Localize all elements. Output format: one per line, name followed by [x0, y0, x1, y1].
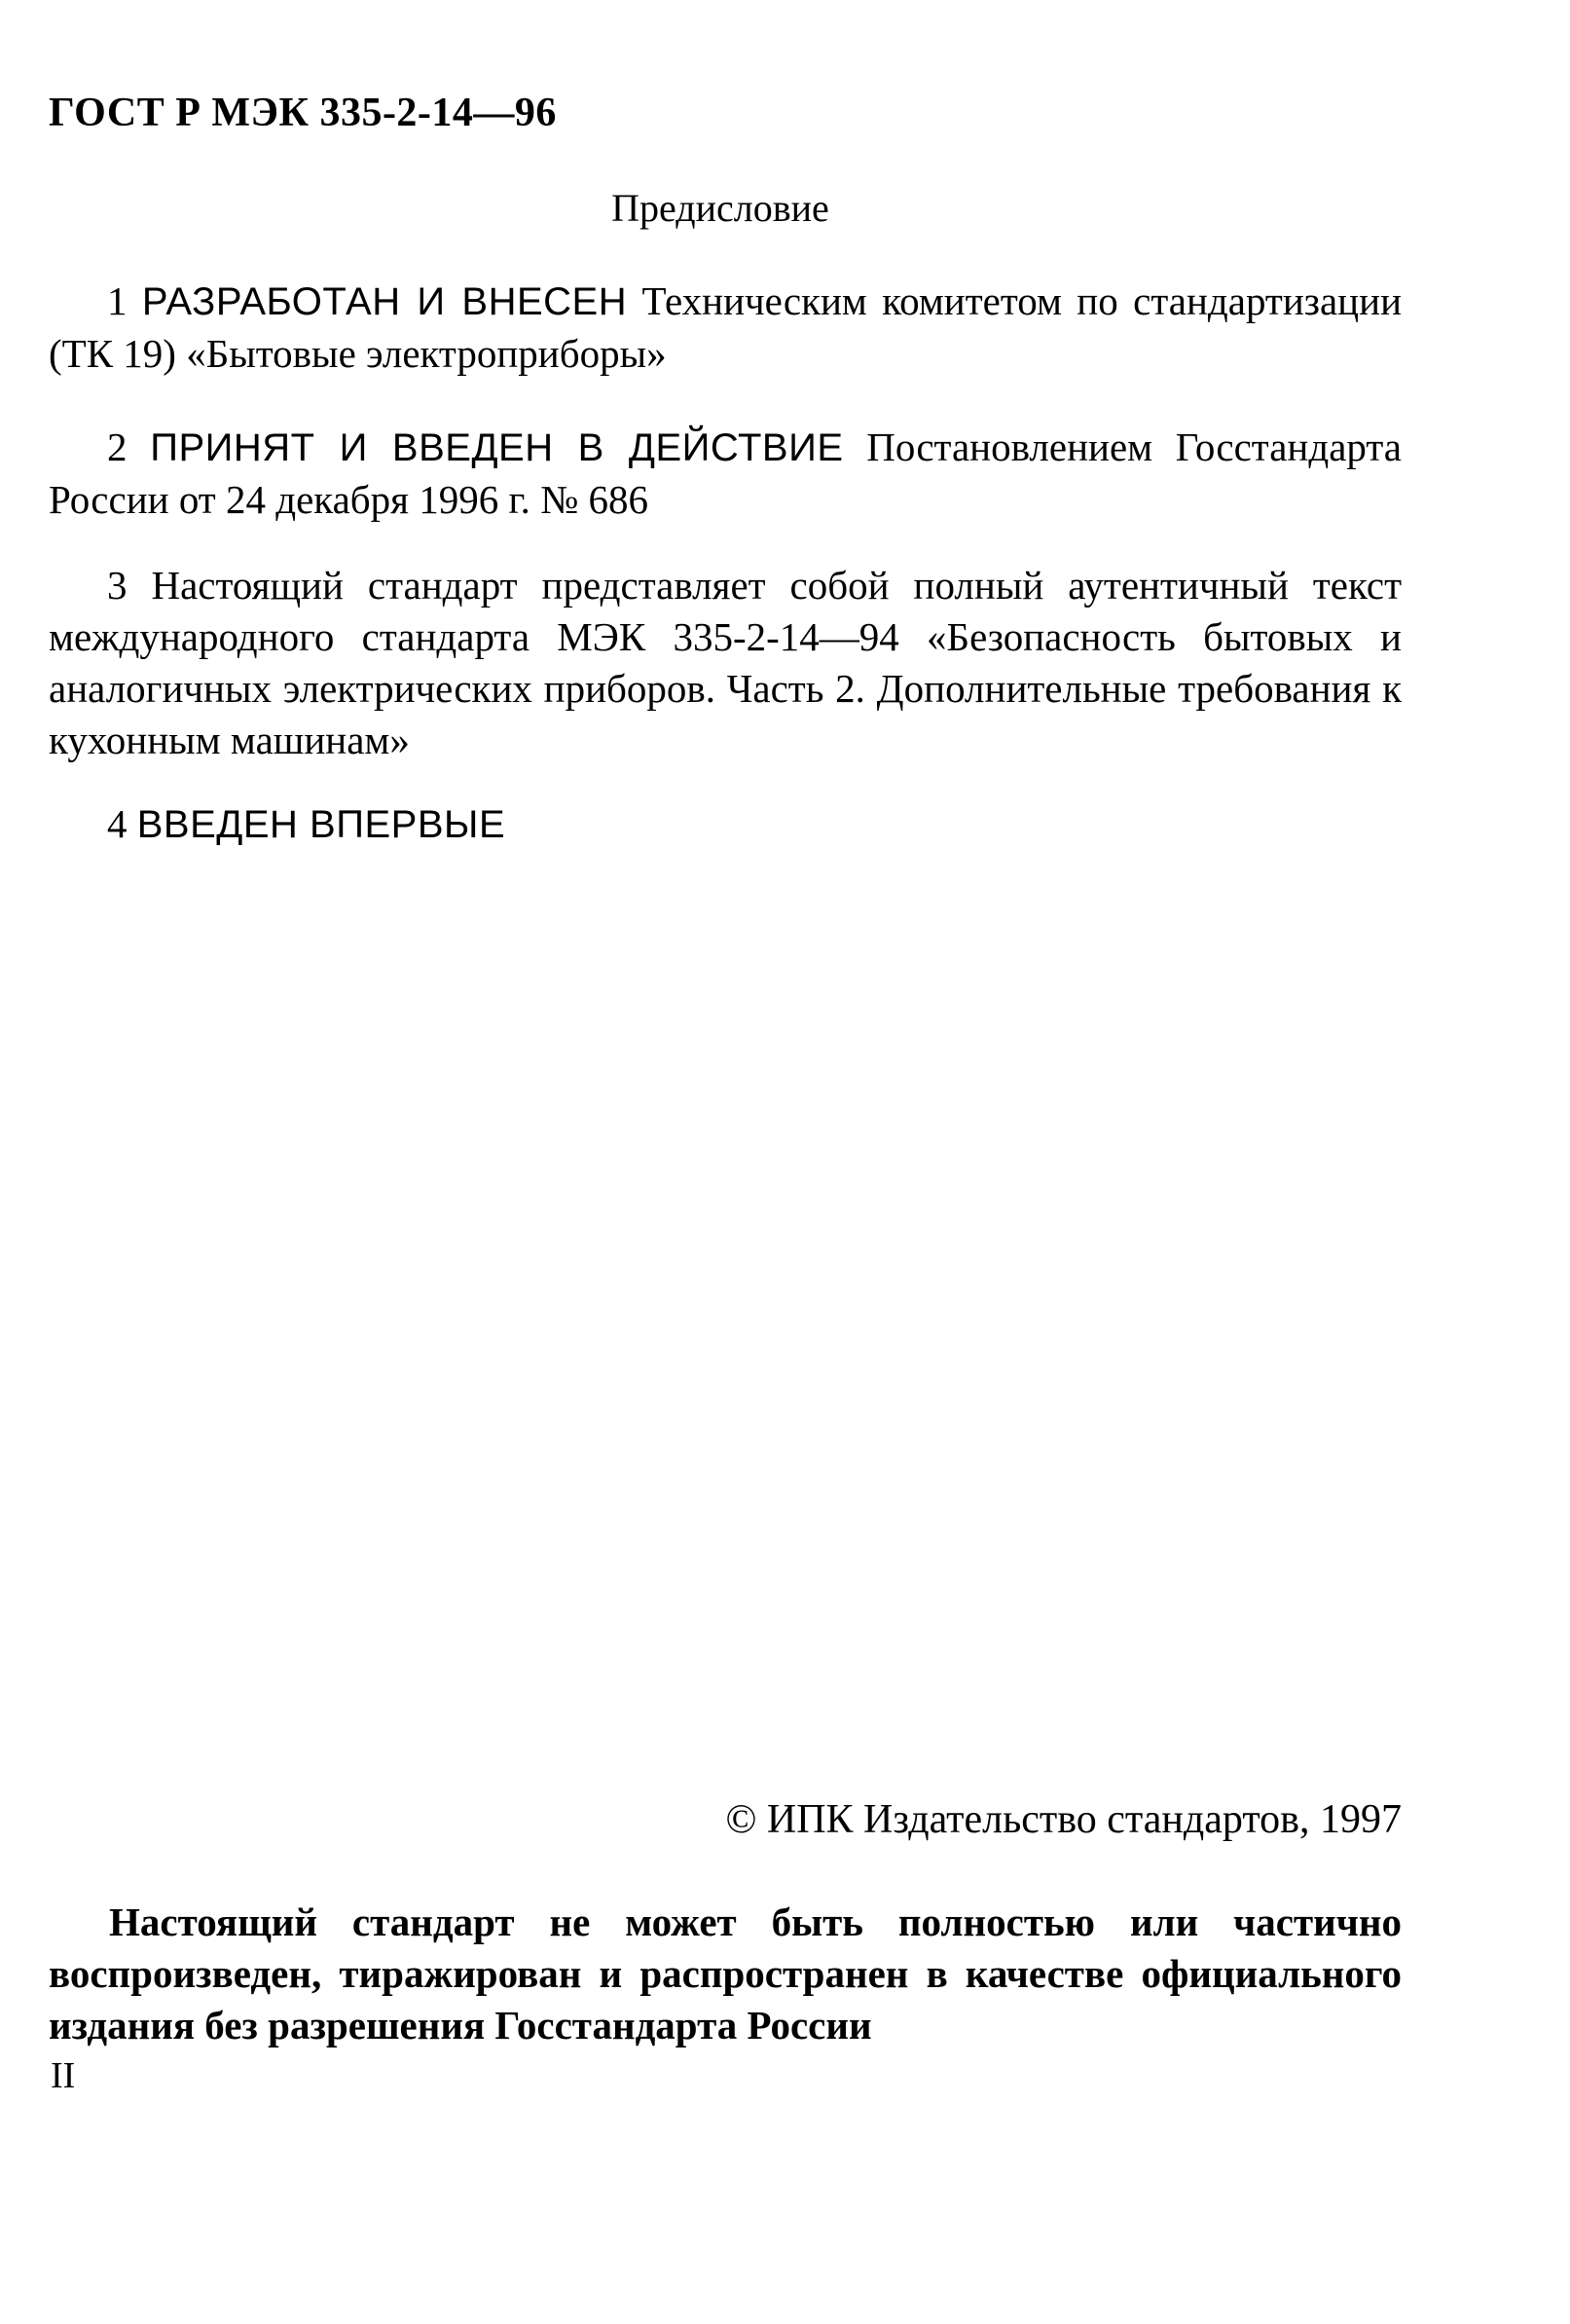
item-text: Техническим комитетом по стандартизации (ТК 19) «Бытовые электроприборы»: [49, 278, 1403, 376]
foreword-item-4: [49, 798, 1402, 851]
item-text: Настоящий стандарт представляет собой полный аутентичный текст международного стандарта МЭК 335-2-14—94 «Безопасность бытовых и аналогичных электрических приборов. Часть 2. Дополнительные требования к кухонным машинам»: [49, 563, 1402, 762]
page-number: II: [51, 2055, 76, 2096]
item-number: 1: [107, 278, 128, 323]
copyright-line: © ИПК Издательство стандартов, 1997: [725, 1797, 1402, 1842]
item-number: 4: [107, 801, 128, 846]
reproduction-notice: Настоящий стандарт не может быть полностью или частично воспроизведен, тиражирован и распространен в качестве официального издания без разрешения Госстандарта России: [49, 1900, 1402, 2047]
foreword-item-2: [49, 422, 1402, 526]
foreword-item-1: [49, 276, 1402, 380]
standard-code: ГОСТ Р МЭК 335-2-14—96: [49, 91, 557, 135]
item-number: 3: [107, 563, 128, 608]
page-title: Предисловие: [611, 186, 829, 230]
item-text: Постановлением Госстандарта России от 24 декабря 1996 г. № 686: [49, 424, 1402, 522]
item-lead: ВВЕДЕН ВПЕРВЫЕ: [136, 803, 506, 846]
item-number: 2: [107, 424, 128, 469]
foreword-item-3: [49, 560, 1402, 766]
item-lead: ПРИНЯТ И ВВЕДЕН В ДЕЙСТВИЕ: [150, 426, 844, 469]
item-lead: РАЗРАБОТАН И ВНЕСЕН: [141, 280, 628, 323]
